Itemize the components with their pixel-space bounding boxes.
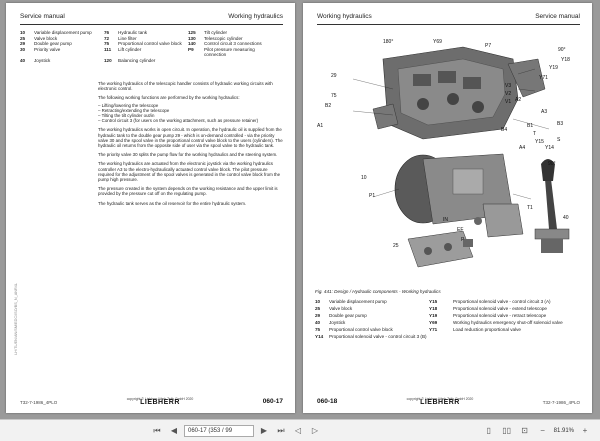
function-list bbox=[98, 103, 283, 124]
zoom-out-icon[interactable]: − bbox=[540, 426, 545, 435]
legend-num: 75 bbox=[104, 41, 110, 47]
list-item: – Tilting the tilt cylinder out/in bbox=[98, 113, 283, 118]
legend-num bbox=[429, 334, 453, 339]
page-footer bbox=[317, 391, 580, 405]
legend-label: Proportional solenoid valve - extend telescope bbox=[453, 305, 547, 311]
legend-num: Y69 bbox=[429, 319, 438, 325]
two-page-icon[interactable]: ▯▯ bbox=[502, 426, 512, 435]
legend-num: 30 bbox=[20, 46, 26, 52]
legend-num: 72 bbox=[104, 35, 110, 41]
diagram-label: 10 bbox=[361, 175, 367, 181]
diagram-label: 90° bbox=[558, 47, 566, 53]
list-item: – Control circuit 3 (for users on the working attachment, such as pressure retainer) bbox=[98, 118, 283, 123]
joystick-drawing bbox=[535, 159, 569, 253]
legend-label: Balancing cylinder bbox=[118, 57, 156, 63]
legend-num: Y19 bbox=[429, 312, 438, 318]
page-header bbox=[317, 13, 580, 25]
diagram-label: Y15 bbox=[535, 139, 544, 145]
legend-num: 111 bbox=[104, 46, 112, 52]
legend-num: Y18 bbox=[429, 305, 438, 311]
diagram-label: 29 bbox=[331, 73, 337, 79]
page-number-input[interactable]: 060-17 (353 / 99 bbox=[184, 425, 254, 437]
legend-label: Joystick bbox=[329, 319, 346, 325]
diagram-label: Y18 bbox=[561, 57, 570, 63]
diagram-label: Y71 bbox=[539, 75, 548, 81]
diagram-label: EF bbox=[457, 227, 464, 233]
legend-num: Y15 bbox=[429, 299, 438, 304]
diagram-label: V2 bbox=[505, 91, 512, 97]
diagram-label: 180° bbox=[383, 39, 394, 45]
legend-num: 76 bbox=[104, 30, 110, 35]
figure-legend bbox=[315, 299, 585, 339]
liebherr-logo: LIEBHERR bbox=[140, 399, 180, 406]
diagram-label: S bbox=[557, 137, 561, 143]
diagram-label: P bbox=[461, 237, 465, 243]
diagram-label: V1 bbox=[505, 99, 512, 105]
header-right: Working hydraulics bbox=[228, 13, 283, 20]
doc-code: T32-7-1986_4PLO bbox=[542, 400, 580, 405]
zoom-in-icon[interactable]: + bbox=[582, 426, 588, 435]
paragraph: The working hydraulics of the telescopic handler consists of hydraulic working circuits with electronic control. bbox=[98, 81, 273, 92]
paragraph: The hydraulic tank serves as the oil reservoir for the entire hydraulic system. bbox=[98, 200, 247, 206]
legend-label: Proportional solenoid valve - control circuit 3 (A) bbox=[453, 299, 551, 304]
diagram-label: IN bbox=[443, 217, 448, 223]
legend-label: Load reduction proportional valve bbox=[453, 326, 521, 332]
footer-center bbox=[127, 397, 194, 405]
legend-label: Double gear pump bbox=[34, 41, 72, 47]
diagram-label: 40 bbox=[563, 215, 569, 221]
legend-label: Proportional solenoid valve - control circuit 3 (B) bbox=[329, 333, 427, 339]
legend-label: Pilot pressure measuring connection bbox=[204, 46, 255, 58]
page-number: 060-17 bbox=[262, 398, 283, 405]
legend-label: Priority valve bbox=[34, 46, 61, 52]
diagram-label: B1 bbox=[527, 123, 534, 129]
diagram-label: 90° bbox=[548, 161, 556, 167]
legend-num: 10 bbox=[20, 30, 26, 35]
legend-num: 40 bbox=[20, 57, 26, 63]
zoom-controls bbox=[482, 424, 600, 438]
legend-label: Hydraulic tank bbox=[118, 30, 148, 35]
legend-label: Lift cylinder bbox=[118, 46, 142, 52]
legend-label: Telescopic cylinder bbox=[204, 35, 243, 41]
legend-label: Working hydraulics emergency shut-off solenoid valve bbox=[453, 319, 563, 325]
diagram-label: 25 bbox=[393, 243, 399, 249]
page-right bbox=[303, 3, 592, 413]
paragraph: The pressure created in the system depends on the working resistance and the upper limit is provided by the pressure cut off on the regulating pump. bbox=[98, 186, 278, 197]
legend-label: Valve block bbox=[34, 35, 58, 41]
legend-num: 29 bbox=[20, 41, 26, 47]
zoom-level[interactable]: 81.91% bbox=[553, 427, 574, 434]
diagram-label: B3 bbox=[557, 121, 564, 127]
footer-center bbox=[407, 397, 474, 405]
page-header bbox=[20, 13, 283, 25]
paragraph: The following working functions are performed by the working hydraulics: bbox=[98, 95, 240, 101]
forward-icon[interactable]: ▷ bbox=[311, 426, 319, 435]
page-footer bbox=[20, 391, 283, 405]
last-page-icon[interactable]: ⏭ bbox=[277, 425, 285, 435]
legend-num: Y14 bbox=[315, 333, 324, 339]
back-icon[interactable]: ◁ bbox=[294, 426, 302, 435]
legend-num: 10 bbox=[315, 299, 321, 304]
legend-num: 125 bbox=[188, 30, 196, 35]
diagram-label: T1 bbox=[527, 205, 533, 211]
header-left: Service manual bbox=[20, 13, 65, 20]
legend-num: 130 bbox=[188, 35, 196, 41]
legend-num: 40 bbox=[315, 319, 321, 325]
copyright: copyright © Liebherr-Werk Telfs GmbH 2020 bbox=[406, 397, 474, 401]
diagram-label: A3 bbox=[541, 109, 548, 115]
legend-num: 29 bbox=[315, 312, 321, 318]
side-doc-code: LH/TL/EN/AN/SM/EDC/ISO/BS_N_ANR4L bbox=[14, 283, 18, 355]
legend-num: Y71 bbox=[429, 326, 438, 332]
legend-label: Control circuit 3 connections bbox=[204, 41, 262, 47]
legend-label bbox=[453, 334, 573, 339]
copyright: copyright © Liebherr-Werk Telfs GmbH 2020 bbox=[126, 397, 194, 401]
diagram-label: A4 bbox=[519, 145, 526, 151]
legend-num: 25 bbox=[315, 305, 321, 311]
component-legend bbox=[20, 30, 274, 64]
legend-label: Joystick bbox=[34, 57, 51, 63]
diagram-label: V3 bbox=[505, 83, 512, 89]
header-right: Service manual bbox=[535, 13, 580, 20]
doc-code: T32-7-1986_4PLO bbox=[20, 400, 58, 405]
legend-num: 120 bbox=[104, 57, 112, 63]
legend-num: 25 bbox=[20, 35, 26, 41]
prev-page-icon[interactable]: ◀ bbox=[170, 426, 178, 435]
legend-label: Proportional solenoid valve - retract telescope bbox=[453, 312, 547, 318]
page-number: 060-18 bbox=[317, 398, 338, 405]
figure-caption: Fig. 441: Design / Hydraulic components - Working hydraulics bbox=[315, 289, 441, 294]
legend-num: 140 bbox=[188, 41, 196, 47]
legend-label: Proportional control valve block bbox=[118, 41, 182, 47]
paragraph: The working hydraulics works in open circuit. In operation, the hydraulic oil is supplied from the hydraulic tank to the double gear pump 29 - which is on-demand controlled - via the priority valve 30 and the spool valve in the proportional control valve block to the users (cylinders). The hydraulic oil returns from the opposite side of user via the spool valve to the hydraulic tank. bbox=[98, 127, 283, 149]
first-page-icon[interactable]: ⏮ bbox=[153, 425, 161, 435]
legend-num: 75 bbox=[315, 326, 321, 332]
liebherr-logo: LIEBHERR bbox=[420, 399, 460, 406]
control-valve-block-drawing bbox=[373, 47, 548, 139]
body-text bbox=[98, 81, 283, 210]
header-left: Working hydraulics bbox=[317, 13, 372, 20]
list-item: – Lifting/lowering the telescope bbox=[98, 103, 283, 108]
diagram-label: A1 bbox=[317, 123, 324, 129]
diagram-label: Y19 bbox=[549, 65, 558, 71]
paragraph: The working hydraulics are actuated from the electronic joystick via the working hydraulics controller A3 to the electro-hydraulically actuated control valve block. The pilot pressure required for the adjustment of the spool valves is generated in the control valve block from the pump high pressure. bbox=[98, 161, 281, 183]
diagram-label: T bbox=[533, 131, 537, 137]
legend-label: Variable displacement pump bbox=[329, 299, 387, 304]
diagram-label: A2 bbox=[515, 97, 522, 103]
legend-num: P9 bbox=[188, 46, 194, 52]
legend-label: Double gear pump bbox=[329, 312, 367, 318]
page-left bbox=[6, 3, 295, 413]
diagram-label: B4 bbox=[501, 127, 508, 133]
diagram-label: P7 bbox=[485, 43, 492, 49]
pump-drawing bbox=[395, 154, 523, 237]
diagram-label: B2 bbox=[325, 103, 332, 109]
legend-label: Variable displacement pump bbox=[34, 30, 92, 35]
legend-label: Proportional control valve block bbox=[329, 326, 393, 332]
legend-label: Tilt cylinder bbox=[204, 30, 228, 35]
next-page-icon[interactable]: ▶ bbox=[260, 426, 268, 435]
paragraph: The priority valve 30 splits the pump flow for the working hydraulics and the steering system. bbox=[98, 152, 278, 158]
legend-label: Line filter bbox=[118, 35, 137, 41]
diagram-label: Y69 bbox=[433, 39, 442, 45]
legend-label: Valve block bbox=[329, 305, 353, 311]
hydraulic-components-illustration bbox=[313, 29, 583, 285]
diagram-label: 75 bbox=[331, 93, 337, 99]
single-page-icon[interactable]: ▯ bbox=[486, 426, 491, 435]
list-item: – Retracting/extending the telescope bbox=[98, 108, 283, 113]
viewer-toolbar bbox=[0, 419, 600, 441]
diagram-label: Y14 bbox=[545, 145, 554, 151]
fit-page-icon[interactable]: ⊡ bbox=[521, 426, 528, 435]
diagram-label: P1 bbox=[369, 193, 376, 199]
